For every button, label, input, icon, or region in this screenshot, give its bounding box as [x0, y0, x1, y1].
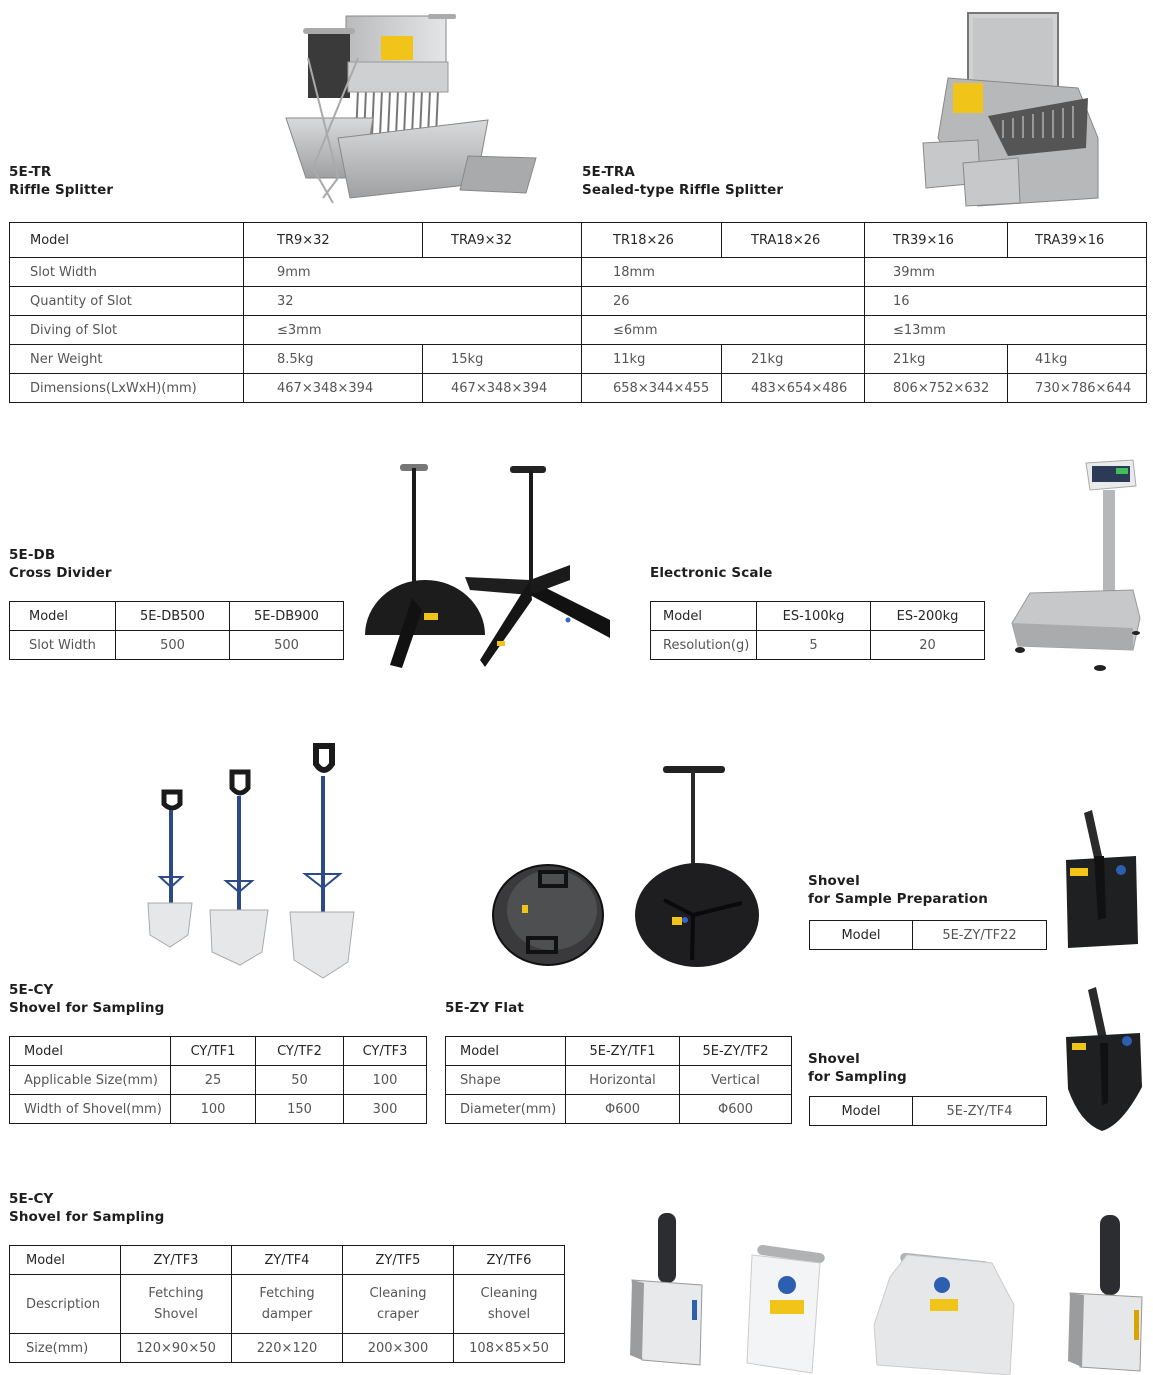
- row-label: Ner Weight: [10, 345, 244, 374]
- cy-tools-spec-table: [9, 1245, 565, 1363]
- header-cell: TR39×16: [865, 223, 1008, 258]
- cell: 26: [582, 287, 865, 316]
- table-row: [446, 1095, 792, 1124]
- title-name: Cross Divider: [9, 565, 112, 581]
- cell: 50: [256, 1066, 344, 1095]
- cell: [454, 1275, 565, 1334]
- cell-line: Fetching: [148, 1286, 204, 1301]
- title-name: Electronic Scale: [650, 565, 773, 581]
- cell: 483×654×486: [722, 374, 865, 403]
- cell: 16: [865, 287, 1147, 316]
- title-name: 5E-ZY Flat: [445, 1000, 524, 1016]
- header-cell: ZY/TF3: [121, 1246, 232, 1275]
- prep-shovel-title: [808, 872, 988, 908]
- cell: 32: [244, 287, 582, 316]
- title-code: 5E-CY: [9, 982, 54, 998]
- cell: 806×752×632: [865, 374, 1008, 403]
- header-cell: 5E-ZY/TF2: [680, 1037, 792, 1066]
- cell: 220×120: [232, 1334, 343, 1363]
- row-label: Size(mm): [10, 1334, 121, 1363]
- title-code: 5E-TR: [9, 164, 52, 180]
- title-line: for Sampling: [808, 1069, 907, 1085]
- header-cell: CY/TF1: [171, 1037, 256, 1066]
- header-cell: TR18×26: [582, 223, 722, 258]
- pointed-shovel-photo: [1062, 985, 1147, 1135]
- title-code: 5E-CY: [9, 1191, 54, 1207]
- cell: 200×300: [343, 1334, 454, 1363]
- table-row: [10, 1095, 427, 1124]
- square-shovel-photo: [1060, 808, 1140, 948]
- row-label: Description: [10, 1275, 121, 1334]
- title-line: Shovel: [808, 873, 860, 889]
- table-row: [446, 1066, 792, 1095]
- cell: Horizontal: [566, 1066, 680, 1095]
- cell: Vertical: [680, 1066, 792, 1095]
- title-line: Shovel: [808, 1051, 860, 1067]
- row-label: Quantity of Slot: [10, 287, 244, 316]
- table-row: [10, 287, 1147, 316]
- electronic-scale-title: [650, 564, 773, 582]
- cell: 5: [757, 631, 871, 660]
- row-label: Slot Width: [10, 631, 116, 660]
- cell-line: Fetching: [259, 1286, 315, 1301]
- cell: 100: [344, 1066, 427, 1095]
- header-cell: ZY/TF5: [343, 1246, 454, 1275]
- sampling-shovel-spec-table: [809, 1096, 1047, 1126]
- cell: 18mm: [582, 258, 865, 287]
- cell-line: Cleaning: [480, 1286, 538, 1301]
- title-name: Shovel for Sampling: [9, 1000, 165, 1016]
- prep-shovel-spec-table: [809, 920, 1047, 950]
- shovel-large: [290, 746, 354, 978]
- title-code: 5E-DB: [9, 547, 56, 563]
- row-label: Diving of Slot: [10, 316, 244, 345]
- header-cell: TRA39×16: [1008, 223, 1147, 258]
- cell: 5E-ZY/TF22: [913, 921, 1047, 950]
- cell: 500: [230, 631, 344, 660]
- table-row: [10, 1275, 565, 1334]
- riffle-splitter-spec-table: [9, 222, 1147, 403]
- table-header-row: [10, 1246, 565, 1275]
- header-cell: ES-200kg: [871, 602, 985, 631]
- cy-shovel-spec-table: [9, 1036, 427, 1124]
- cell: 658×344×455: [582, 374, 722, 403]
- sampling-shovel-title: [808, 1050, 907, 1086]
- table-row: [10, 374, 1147, 403]
- cell: 730×786×644: [1008, 374, 1147, 403]
- flat-plates-photo: [492, 760, 762, 970]
- table-header-row: [10, 223, 1147, 258]
- table-row: [10, 316, 1147, 345]
- zy-flat-spec-table: [445, 1036, 792, 1124]
- cell-line: Cleaning: [369, 1286, 427, 1301]
- cross-divider-spec-table: [9, 601, 344, 660]
- cell: 8.5kg: [244, 345, 423, 374]
- header-cell: 5E-ZY/TF1: [566, 1037, 680, 1066]
- header-cell: Model: [10, 602, 116, 631]
- cell: Φ600: [680, 1095, 792, 1124]
- table-row: [10, 258, 1147, 287]
- cell: ≤3mm: [244, 316, 582, 345]
- table-row: [10, 345, 1147, 374]
- cell: 25: [171, 1066, 256, 1095]
- fetching-shovel: [630, 1213, 702, 1365]
- cell: [232, 1275, 343, 1334]
- sealed-riffle-splitter-title: [582, 163, 783, 199]
- cell: 108×85×50: [454, 1334, 565, 1363]
- title-name: Shovel for Sampling: [9, 1209, 165, 1225]
- header-cell: TRA9×32: [423, 223, 582, 258]
- cell: 5E-ZY/TF4: [913, 1097, 1047, 1126]
- row-label: Dimensions(LxWxH)(mm): [10, 374, 244, 403]
- cell-line: craper: [376, 1307, 420, 1322]
- cell: 41kg: [1008, 345, 1147, 374]
- cross-divider-photo: [360, 460, 615, 670]
- table-row: [10, 1066, 427, 1095]
- title-line: for Sample Preparation: [808, 891, 988, 907]
- table-header-row: [446, 1037, 792, 1066]
- header-cell: Model: [10, 1037, 171, 1066]
- cell: 100: [171, 1095, 256, 1124]
- cell-line: Shovel: [154, 1307, 198, 1322]
- row-label: Applicable Size(mm): [10, 1066, 171, 1095]
- header-cell: ZY/TF4: [232, 1246, 343, 1275]
- header-cell: ZY/TF6: [454, 1246, 565, 1275]
- cy-shovel-title: [9, 981, 164, 1017]
- cy-tools-title: [9, 1190, 164, 1226]
- cell: 21kg: [722, 345, 865, 374]
- cell: 15kg: [423, 345, 582, 374]
- cell: 467×348×394: [423, 374, 582, 403]
- cell: ≤13mm: [865, 316, 1147, 345]
- table-header-row: [10, 1037, 427, 1066]
- table-header-row: [810, 1097, 1047, 1126]
- fetching-damper: [747, 1244, 825, 1373]
- header-cell: 5E-DB500: [116, 602, 230, 631]
- sealed-riffle-splitter-photo: [918, 8, 1118, 208]
- header-cell: Model: [10, 223, 244, 258]
- cell-line: shovel: [487, 1307, 531, 1322]
- cell: 150: [256, 1095, 344, 1124]
- header-cell: Model: [651, 602, 757, 631]
- header-cell: CY/TF2: [256, 1037, 344, 1066]
- riffle-splitter-title: [9, 163, 113, 199]
- header-cell: TRA18×26: [722, 223, 865, 258]
- table-header-row: [10, 602, 344, 631]
- cleaning-craper: [874, 1252, 1014, 1375]
- title-name: Riffle Splitter: [9, 182, 114, 198]
- electronic-scale-photo: [1008, 458, 1148, 673]
- shovel-medium: [210, 772, 268, 965]
- shovel-small: [148, 792, 192, 947]
- table-row: [10, 631, 344, 660]
- cell: ≤6mm: [582, 316, 865, 345]
- row-label: Resolution(g): [651, 631, 757, 660]
- header-cell: ES-100kg: [757, 602, 871, 631]
- header-cell: Model: [10, 1246, 121, 1275]
- cell: 467×348×394: [244, 374, 423, 403]
- cell: 20: [871, 631, 985, 660]
- cell: 500: [116, 631, 230, 660]
- title-code: 5E-TRA: [582, 164, 635, 180]
- row-label: Width of Shovel(mm): [10, 1095, 171, 1124]
- table-row: [10, 1334, 565, 1363]
- row-label: Slot Width: [10, 258, 244, 287]
- row-label: Diameter(mm): [446, 1095, 566, 1124]
- scoops-and-scrapers-photo: [612, 1205, 1152, 1375]
- title-name: Sealed-type Riffle Splitter: [582, 182, 784, 198]
- header-cell: Model: [446, 1037, 566, 1066]
- header-cell: Model: [810, 1097, 913, 1126]
- cross-divider-title: [9, 546, 112, 582]
- header-cell: CY/TF3: [344, 1037, 427, 1066]
- riffle-splitter-photo: [278, 8, 543, 204]
- cleaning-shovel: [1068, 1215, 1142, 1371]
- cell: 300: [344, 1095, 427, 1124]
- cell: [121, 1275, 232, 1334]
- cell: 120×90×50: [121, 1334, 232, 1363]
- header-cell: 5E-DB900: [230, 602, 344, 631]
- cell: 39mm: [865, 258, 1147, 287]
- electronic-scale-spec-table: [650, 601, 985, 660]
- cell: 9mm: [244, 258, 582, 287]
- header-cell: TR9×32: [244, 223, 423, 258]
- sampling-shovels-photo: [140, 740, 365, 985]
- cell-line: damper: [261, 1307, 313, 1322]
- row-label: Shape: [446, 1066, 566, 1095]
- cell: [343, 1275, 454, 1334]
- table-row: [651, 631, 985, 660]
- cell: 21kg: [865, 345, 1008, 374]
- table-header-row: [810, 921, 1047, 950]
- header-cell: Model: [810, 921, 913, 950]
- table-header-row: [651, 602, 985, 631]
- cell: 11kg: [582, 345, 722, 374]
- zy-flat-title: [445, 999, 524, 1017]
- cell: Φ600: [566, 1095, 680, 1124]
